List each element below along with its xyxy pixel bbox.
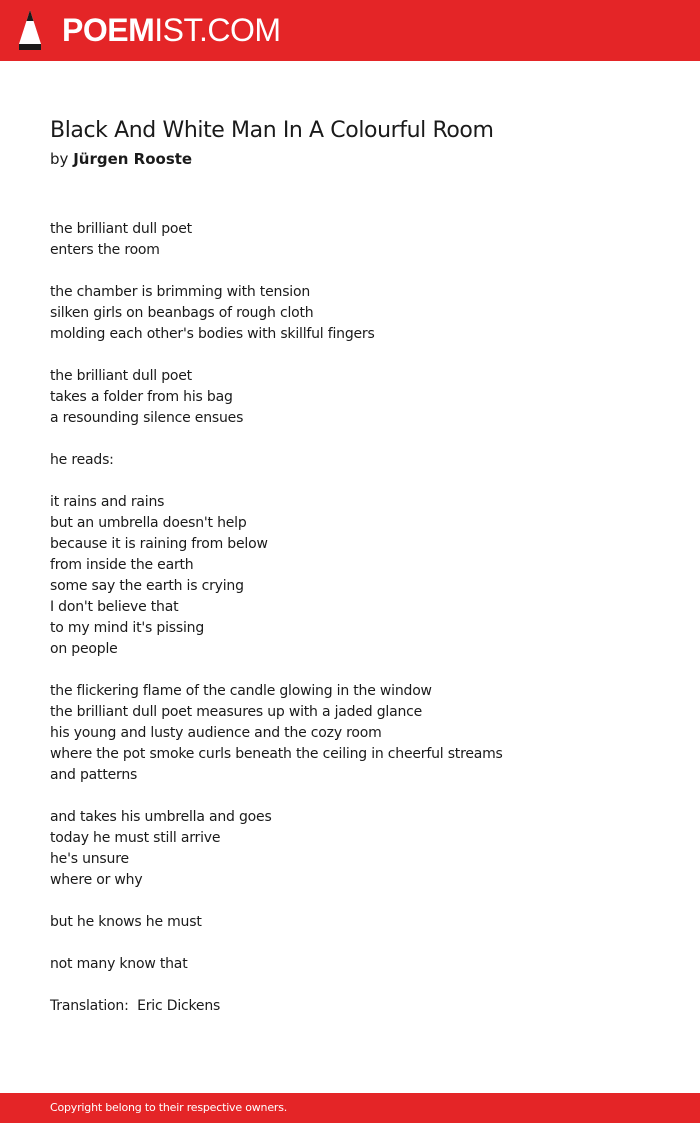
- poem-line: to my mind it's pissing: [50, 620, 205, 636]
- author-name[interactable]: Jürgen Rooste: [73, 150, 193, 168]
- poem-line: his young and lusty audience and the cozy room: [50, 725, 382, 741]
- poem-line: and patterns: [50, 767, 138, 783]
- stanza-break: [50, 933, 650, 954]
- logo-light-text: IST.COM: [154, 12, 281, 48]
- site-header: [0, 0, 700, 61]
- poem-line: some say the earth is crying: [50, 578, 244, 594]
- poem-line: not many know that: [50, 956, 188, 972]
- poem-title: Black And White Man In A Colourful Room: [50, 118, 494, 143]
- stanza-break: [50, 975, 650, 996]
- poem-line: the flickering flame of the candle glowing in the window: [50, 683, 432, 699]
- byline: [50, 149, 192, 169]
- poem-line: where or why: [50, 872, 143, 888]
- copyright-notice: Copyright belong to their respective owners.: [50, 1101, 288, 1114]
- poem-line: molding each other's bodies with skillful fingers: [50, 326, 375, 342]
- poem-line: but he knows he must: [50, 914, 202, 930]
- poem-line: it rains and rains: [50, 494, 165, 510]
- poem-line: and takes his umbrella and goes: [50, 809, 272, 825]
- site-logo[interactable]: [62, 12, 281, 48]
- stanza-break: [50, 345, 650, 366]
- poem-line: a resounding silence ensues: [50, 410, 244, 426]
- site-footer: [0, 1093, 700, 1123]
- poem-line: but an umbrella doesn't help: [50, 515, 247, 531]
- poem-line: takes a folder from his bag: [50, 389, 233, 405]
- poem-line: Translation: Eric Dickens: [50, 998, 221, 1014]
- poem-line: silken girls on beanbags of rough cloth: [50, 305, 314, 321]
- poem-line: the brilliant dull poet measures up with a jaded glance: [50, 704, 423, 720]
- poem-line: the brilliant dull poet: [50, 368, 192, 384]
- stanza-break: [50, 786, 650, 807]
- by-label: by: [50, 150, 69, 168]
- poem-line: the brilliant dull poet: [50, 221, 192, 237]
- poem-line: because it is raining from below: [50, 536, 268, 552]
- poem-line: from inside the earth: [50, 557, 194, 573]
- poem-line: today he must still arrive: [50, 830, 221, 846]
- stanza-break: [50, 891, 650, 912]
- poem-body: [50, 219, 650, 1017]
- poem-line: where the pot smoke curls beneath the ceiling in cheerful streams: [50, 746, 503, 762]
- poem-line: he reads:: [50, 452, 114, 468]
- stanza-break: [50, 471, 650, 492]
- stanza-break: [50, 429, 650, 450]
- stanza-break: [50, 261, 650, 282]
- poem-line: the chamber is brimming with tension: [50, 284, 311, 300]
- pencil-tip-icon[interactable]: [17, 8, 43, 52]
- poem-line: I don't believe that: [50, 599, 179, 615]
- poem-line: he's unsure: [50, 851, 129, 867]
- poem-line: enters the room: [50, 242, 160, 258]
- stanza-break: [50, 660, 650, 681]
- logo-bold-text: POEM: [62, 12, 155, 48]
- poem-line: on people: [50, 641, 118, 657]
